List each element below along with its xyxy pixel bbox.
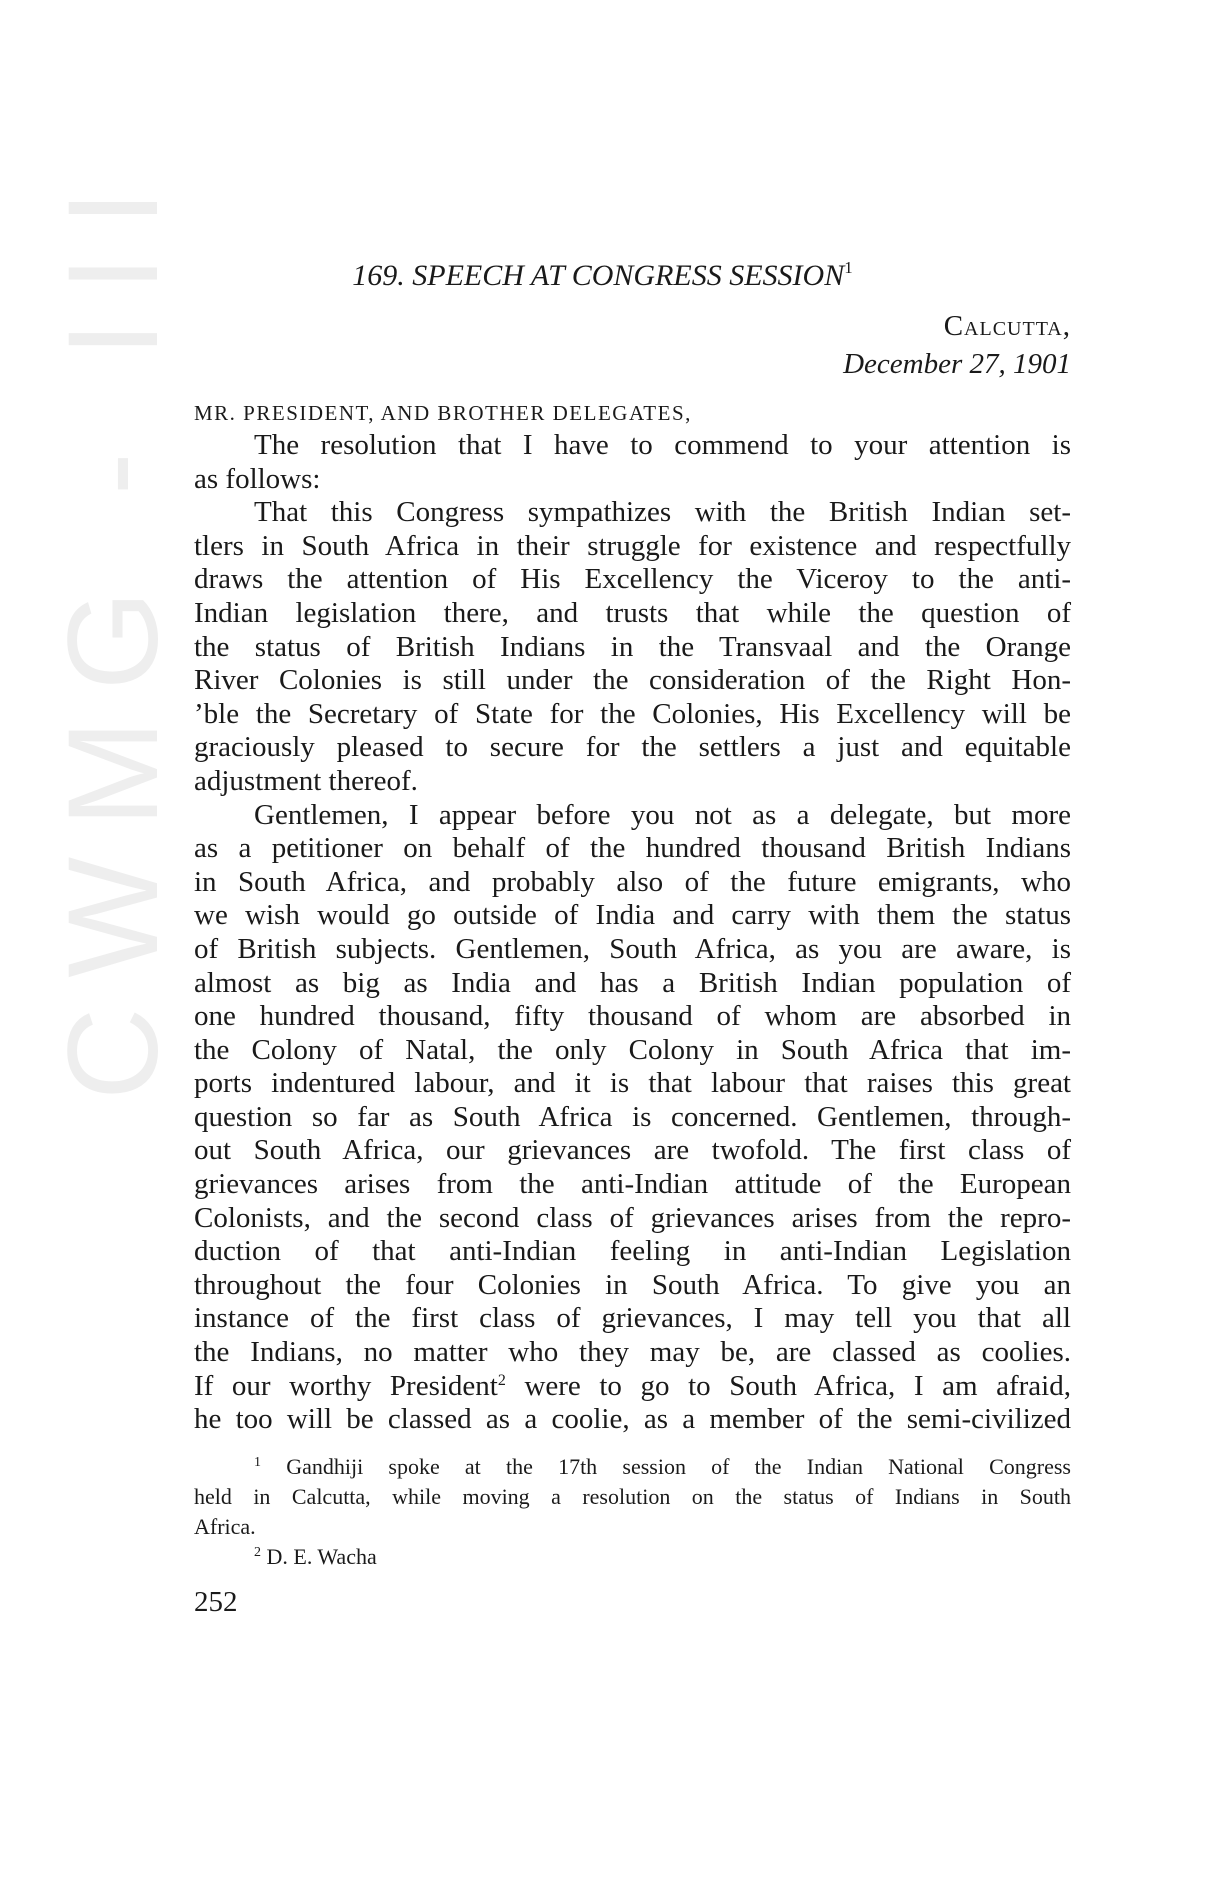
footnote-marker: 1 (254, 1455, 261, 1470)
text-line: out South Africa, our grievances are twofold. The first class of (194, 1134, 1071, 1167)
watermark: CWMG - III (42, 160, 185, 1100)
text-line: almost as big as India and has a British Indian population of (194, 966, 1071, 999)
text-line: That this Congress sympathizes with the British Indian set- (254, 496, 1071, 529)
text-line: draws the attention of His Excellency the Viceroy to the anti- (194, 563, 1071, 596)
footnote-ref: 2 (497, 1371, 506, 1389)
footnote-line (194, 1452, 1071, 1482)
footnote-line (194, 1482, 1071, 1512)
text-line (194, 1370, 1071, 1404)
text-line: we wish would go outside of India and carry with them the status (194, 899, 1071, 932)
footnote-text: Gandhiji spoke at the 17th session of the Indian National Congress (261, 1454, 1071, 1479)
text-line: the Indians, no matter who they may be, are classed as coolies. (194, 1336, 1071, 1369)
footnote-text: held in Calcutta, while moving a resolution on the status of Indians in South (194, 1484, 1071, 1509)
body-text (194, 429, 1071, 1437)
text-line: tlers in South Africa in their struggle for existence and respectfully (194, 529, 1071, 562)
text-line: duction of that anti-Indian feeling in anti-Indian Legislation (194, 1235, 1071, 1268)
text-line: as a petitioner on behalf of the hundred thousand British Indians (194, 832, 1071, 865)
text-line: the Colony of Natal, the only Colony in South Africa that im- (194, 1033, 1071, 1066)
dateline-place: Calcutta, (943, 310, 1071, 342)
text-line: The resolution that I have to commend to your attention is (254, 429, 1071, 461)
text-line: throughout the four Colonies in South Africa. To give you an (194, 1268, 1071, 1301)
dateline-date: December 27, 1901 (843, 348, 1071, 380)
text-line: question so far as South Africa is concerned. Gentlemen, through- (194, 1100, 1071, 1133)
text-line: ports indentured labour, and it is that labour that raises this great (194, 1067, 1071, 1100)
text-line: River Colonies is still under the consideration of the Right Hon- (194, 664, 1071, 697)
text-line: ’ble the Secretary of State for the Colonies, His Excellency will be (194, 697, 1071, 730)
text-line: in South Africa, and probably also of the future emigrants, who (194, 865, 1071, 898)
text-line: Colonists, and the second class of grievances arises from the repro- (194, 1201, 1071, 1234)
text-line: one hundred thousand, fifty thousand of whom are absorbed in (194, 1000, 1071, 1033)
salutation: MR. PRESIDENT, AND BROTHER DELEGATES, (194, 401, 692, 425)
heading-text: 169. SPEECH AT CONGRESS SESSION (352, 259, 845, 292)
section-heading (194, 258, 1071, 293)
heading-footnote-ref: 1 (844, 258, 853, 277)
footnote-line (194, 1542, 1071, 1572)
footnote-text: D. E. Wacha (261, 1544, 377, 1569)
page-number: 252 (194, 1586, 238, 1618)
text-line: graciously pleased to secure for the settlers a just and equitable (194, 731, 1071, 764)
text-line: Indian legislation there, and trusts that while the question of (194, 596, 1071, 629)
text-run: If our worthy President (194, 1369, 498, 1402)
text-line: Gentlemen, I appear before you not as a delegate, but more (254, 798, 1071, 831)
text-line: he too will be classed as a coolie, as a member of the semi-civilized (194, 1403, 1071, 1436)
footnote-marker: 2 (254, 1545, 261, 1560)
text-line: grievances arises from the anti-Indian attitude of the European (194, 1168, 1071, 1201)
text-line: adjustment thereof. (194, 764, 418, 797)
text-line: instance of the first class of grievances, I may tell you that all (194, 1302, 1071, 1335)
footnote-text: Africa. (194, 1514, 256, 1539)
text-line: the status of British Indians in the Transvaal and the Orange (194, 630, 1071, 663)
text-line: of British subjects. Gentlemen, South Africa, as you are aware, is (194, 932, 1071, 965)
text-run: were to go to South Africa, I am afraid, (505, 1369, 1071, 1402)
footnote-line (194, 1512, 1071, 1542)
footnotes (194, 1452, 1071, 1572)
text-line: as follows: (194, 462, 321, 495)
